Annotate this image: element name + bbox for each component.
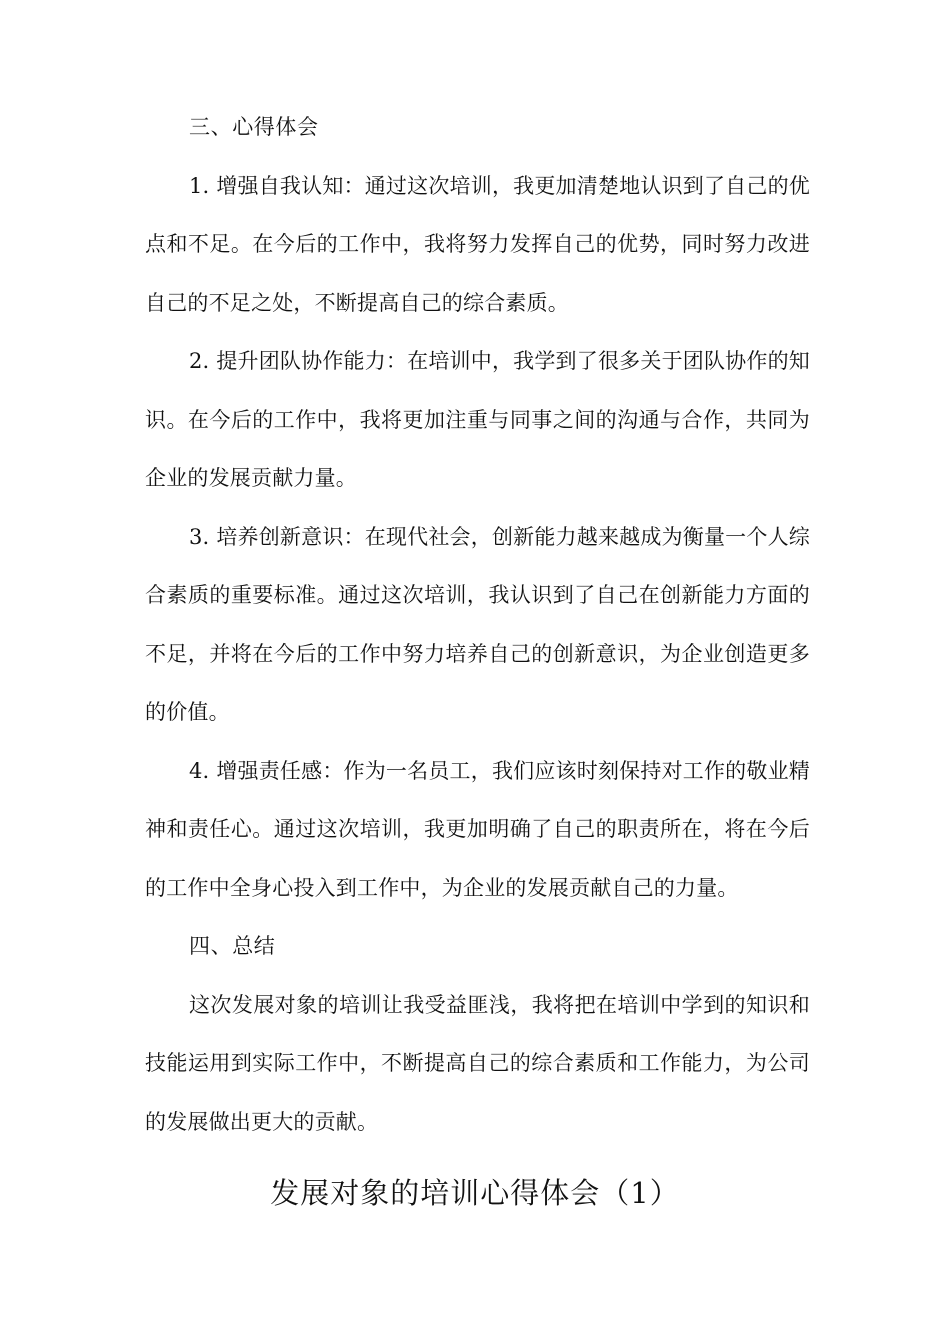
section-heading-experience: 三、心得体会 <box>189 115 319 139</box>
experience-item-4: 4. 增强责任感：作为一名员工，我们应该时刻保持对工作的敬业精神和责任心。通过这次培训，我更加明确了自己的职责所在，将在今后的工作中全身心投入到工作中，为企业的发展贡献自己的力量。 <box>145 758 810 900</box>
next-document-title: 发展对象的培训心得体会（1） <box>270 1176 680 1210</box>
experience-item-2: 2. 提升团队协作能力：在培训中，我学到了很多关于团队协作的知识。在今后的工作中，我将更加注重与同事之间的沟通与合作，共同为企业的发展贡献力量。 <box>145 349 810 490</box>
section-heading-summary: 四、总结 <box>189 934 276 958</box>
experience-item-3: 3. 培养创新意识：在现代社会，创新能力越来越成为衡量一个人综合素质的重要标准。通过这次培训，我认识到了自己在创新能力方面的不足，并将在今后的工作中努力培养自己的创新意识，为企业创造更多的价值。 <box>145 524 810 724</box>
document-body <box>145 98 810 1151</box>
experience-item-1: 1. 增强自我认知：通过这次培训，我更加清楚地认识到了自己的优点和不足。在今后的工作中，我将努力发挥自己的优势，同时努力改进自己的不足之处，不断提高自己的综合素质。 <box>145 173 810 315</box>
summary-paragraph: 这次发展对象的培训让我受益匪浅，我将把在培训中学到的知识和技能运用到实际工作中，不断提高自己的综合素质和工作能力，为公司的发展做出更大的贡献。 <box>145 992 810 1134</box>
